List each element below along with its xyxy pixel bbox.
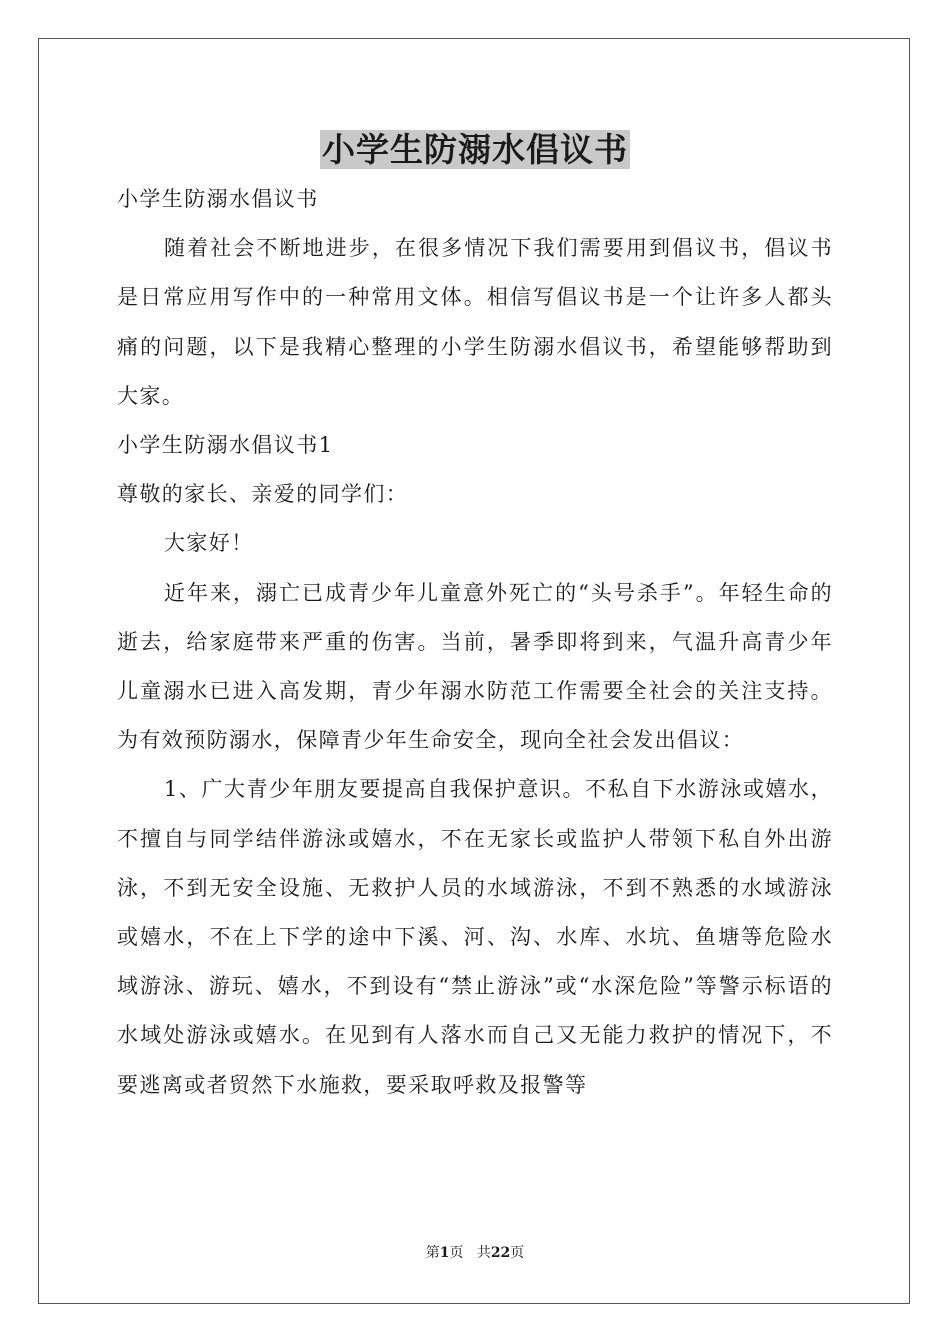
document-title: [0, 124, 950, 176]
paragraph-subtitle: 小学生防溺水倡议书: [117, 187, 319, 211]
paragraph-section-heading: 小学生防溺水倡议书1: [117, 433, 334, 458]
paragraph-salutation: 尊敬的家长、亲爱的同学们：: [117, 482, 409, 507]
footer-total-unit: 页: [510, 1245, 525, 1261]
footer-page-unit: 页: [449, 1245, 464, 1261]
paragraph-greeting: 大家好！: [164, 531, 254, 556]
page-footer: [0, 1243, 950, 1263]
paragraph-background: 近年来，溺亡已成青少年儿童意外死亡的“头号杀手”。年轻生命的逝去，给家庭带来严重的伤害。当前，暑季即将到来，气温升高青少年儿童溺水已进入高发期，青少年溺水防范工作需要全社会的关注支持。为有效预防溺水，保障青少年生命安全，现向全社会发出倡议：: [117, 580, 833, 753]
footer-total-pages: 22: [490, 1245, 511, 1261]
footer-total-prefix: 共: [476, 1245, 491, 1261]
paragraph-intro: 随着社会不断地进步，在很多情况下我们需要用到倡议书，倡议书是日常应用写作中的一种常用文体。相信写倡议书是一个让许多人都头痛的问题，以下是我精心整理的小学生防溺水倡议书，希望能够帮助到大家。: [117, 236, 833, 408]
paragraph-item-1: 1、广大青少年朋友要提高自我保护意识。不私自下水游泳或嬉水，不擅自与同学结伴游泳或嬉水，不在无家长或监护人带领下私自外出游泳，不到无安全设施、无救护人员的水域游泳，不到不熟悉的水域游泳或嬉水，不在上下学的途中下溪、河、沟、水库、水坑、鱼塘等危险水域游泳、游玩、嬉水，不到设有“禁止游泳”或“水深危险”等警示标语的水域处游泳或嬉水。在见到有人落水而自己又无能力救护的情况下，不要逃离或者贸然下水施救，要采取呼救及报警等: [117, 777, 833, 1097]
footer-current-page: 1: [439, 1245, 450, 1261]
document-body: [117, 175, 833, 1110]
footer-prefix: 第: [425, 1245, 440, 1261]
document-title-text: 小学生防溺水倡议书: [322, 130, 628, 169]
